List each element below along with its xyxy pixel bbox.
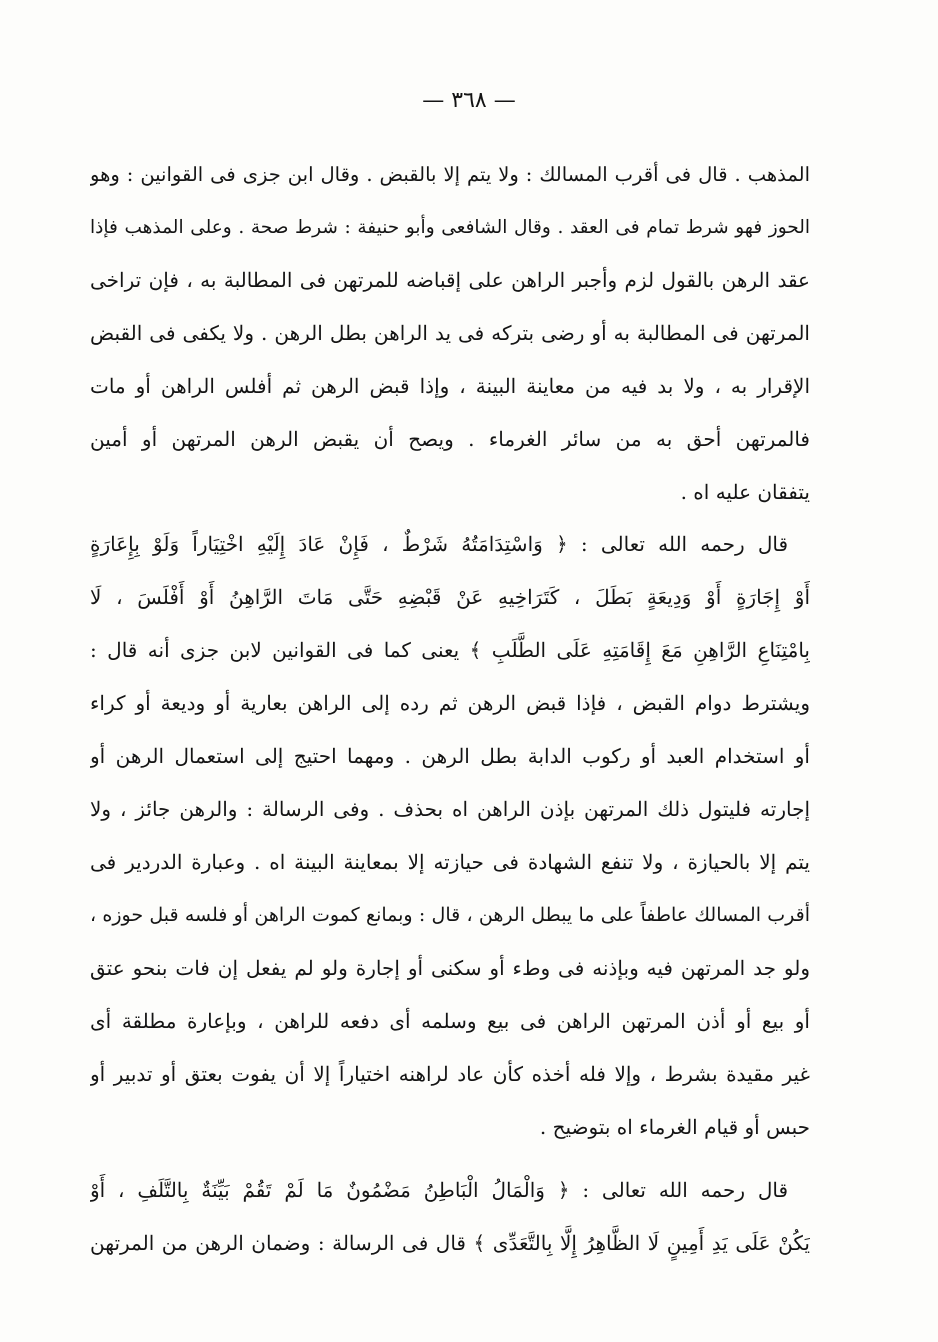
page-number: — ٣٦٨ — [422, 88, 516, 113]
text-line: أو استخدام العبد أو ركوب الدابة بطل الرهن . ومهما احتيج إلى استعمال الرهن أو [90, 744, 810, 768]
text-line: ولو جد المرتهن فيه وبإذنه فى وطء أو سكنى أو إجارة ولو لم يفعل إن فات بنحو عتق [90, 956, 810, 980]
text-line: فالمرتهن أحق به من سائر الغرماء . ويصح أن يقبض الرهن المرتهن أو أمين [90, 427, 810, 451]
paragraph-2 [90, 518, 810, 1154]
text-line: قال رحمه الله تعالى : ﴿ وَاسْتِدَامَتُهُ شَرْطٌ ، فَإِنْ عَادَ إِلَيْهِ اخْتِيَاراً وَلَوْ بِإِعَارَةٍ [90, 532, 788, 556]
paragraph-1 [90, 148, 810, 519]
text-line: عقد الرهن بالقول لزم وأجبر الراهن على إقباضه للمرتهن فى المطالبة به ، فإن تراخى [90, 268, 810, 292]
text-line: يتم إلا بالحيازة ، ولا تنفع الشهادة فى حيازته إلا بمعاينة البينة اه . وعبارة الدردير فى [90, 850, 810, 874]
text-line: أَوْ إِجَارَةٍ أَوْ وَدِيعَةٍ بَطَلَ ، كَتَرَاخِيهِ عَنْ قَبْضِهِ حَتَّى مَاتَ الرَّاهِنُ أَوْ أَفْلَسَ ، لَا [90, 585, 810, 609]
text-line: أقرب المسالك عاطفاً على ما يبطل الرهن ، قال : وبمانع كموت الراهن أو فلسه قبل حوزه ، [90, 904, 810, 926]
text-line: حبس أو قيام الغرماء اه بتوضيح . [539, 1115, 810, 1139]
text-line: ويشترط دوام القبض ، فإذا قبض الرهن ثم رده إلى الراهن بعارية أو وديعة أو كراء [90, 691, 810, 715]
text-line: غير مقيدة بشرط ، وإلا فله أخذه كأن عاد لراهنه اختياراً إلا أن يفوت بعتق أو تدبير أو [90, 1062, 810, 1086]
text-line: أو بيع أو أذن المرتهن الراهن فى بيع وسلمه أى دفعه للراهن ، وبإعارة مطلقة أى [90, 1009, 810, 1033]
text-line: إجارته فليتول ذلك المرتهن بإذن الراهن اه بحذف . وفى الرسالة : والرهن جائز ، ولا [90, 797, 810, 821]
text-line: المذهب . قال فى أقرب المسالك : ولا يتم إلا بالقبض . وقال ابن جزى فى القوانين : وهو [90, 163, 810, 186]
paragraph-3 [90, 1164, 810, 1270]
text-line: يتفقان عليه اه . [680, 480, 810, 504]
text-line: الإقرار به ، ولا بد فيه من معاينة البينة ، وإذا قبض الرهن ثم أفلس الراهن أو مات [90, 374, 810, 398]
text-line: المرتهن فى المطالبة به أو رضى بتركه فى يد الراهن بطل الرهن . ولا يكفى فى القبض [90, 321, 810, 345]
text-line: يَكُنْ عَلَى يَدِ أَمِينٍ لَا الظَّاهِرُ إِلَّا بِالتَّعَدِّى ﴾ قال فى الرسالة : وضمان الرهن من المرتهن [90, 1231, 810, 1255]
text-line: الحوز فهو شرط تمام فى العقد . وقال الشافعى وأبو حنيفة : شرط صحة . وعلى المذهب فإذا [90, 217, 810, 238]
text-line: قال رحمه الله تعالى : ﴿ وَالْمَالُ الْبَاطِنُ مَضْمُونٌ مَا لَمْ تَقُمْ بَيِّنَةٌ بِالتَّلَفِ ، أَوْ [90, 1178, 789, 1202]
text-line: بِامْتِنَاعِ الرَّاهِنِ مَعَ إِقَامَتِهِ عَلَى الطَّلَبِ ﴾ يعنى كما فى القوانين لابن جزى أنه قال : [90, 638, 810, 662]
